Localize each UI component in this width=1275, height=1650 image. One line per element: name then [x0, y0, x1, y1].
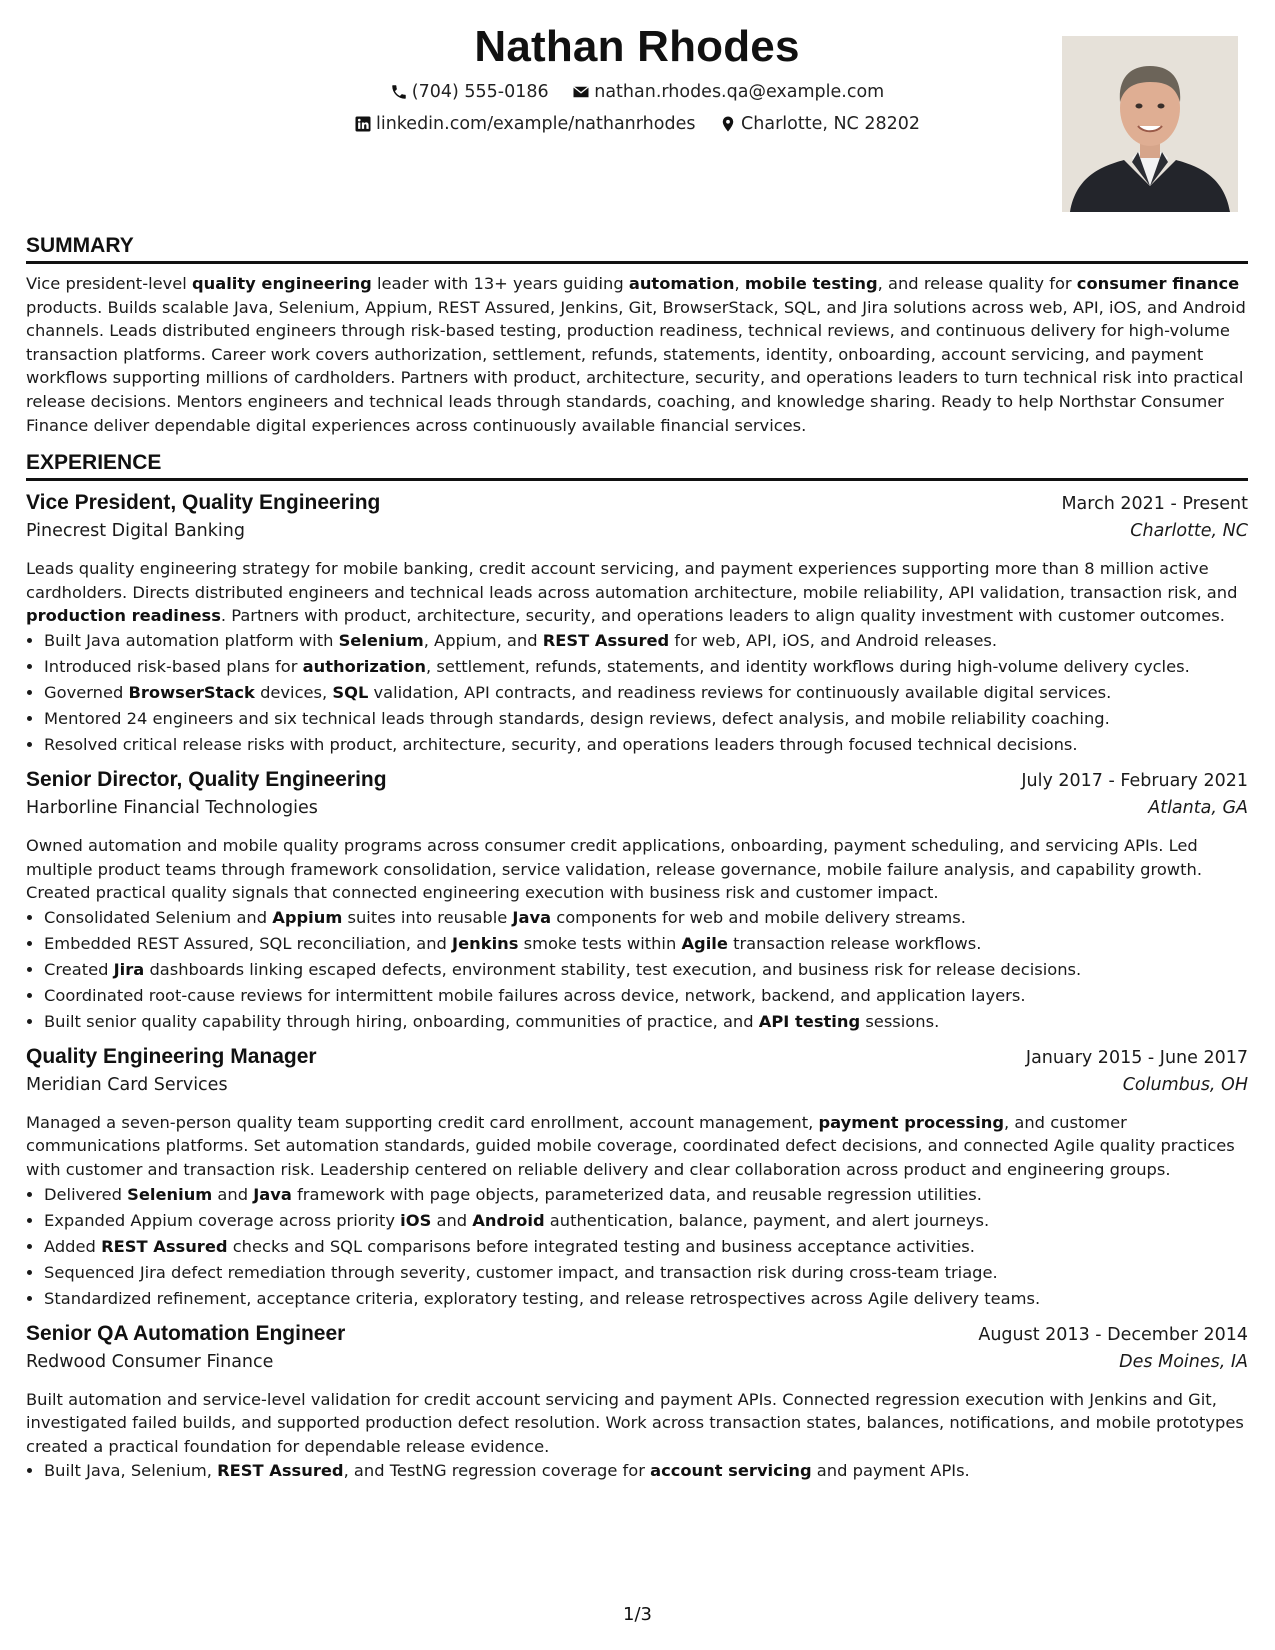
job-entry: [26, 768, 1248, 1035]
job-bullet: • Embedded REST Assured, SQL reconciliation, and Jenkins smoke tests within Agile transaction release workflows.: [44, 931, 1248, 957]
job-bullet: • Resolved critical release risks with product, architecture, security, and operations leaders through focused technical decisions.: [44, 732, 1248, 758]
contact-location: [719, 108, 920, 140]
job-company: Meridian Card Services: [26, 1074, 228, 1095]
job-bullet: • Built senior quality capability through hiring, onboarding, communities of practice, and API testing sessions.: [44, 1009, 1248, 1035]
job-subheader: [26, 521, 1248, 551]
summary-heading: SUMMARY: [26, 234, 1248, 264]
job-bullets: [26, 1458, 1248, 1484]
job-description: Leads quality engineering strategy for mobile banking, credit account servicing, and payment experiences supporting more than 8 million active cardholders. Directs distributed engineers and technical leads across automation architecture, mobile reliability, API validation, transaction risk, and production readiness. Partners with product, architecture, security, and operations leaders to align quality investment with customer outcomes.: [26, 559, 1238, 626]
job-bullets: [26, 1182, 1248, 1312]
job-bullets: [26, 628, 1248, 758]
linkedin-text[interactable]: linkedin.com/example/nathanrhodes: [375, 114, 696, 134]
envelope-icon: [572, 83, 590, 101]
job-dates: March 2021 - Present: [1061, 494, 1248, 515]
job-company: Pinecrest Digital Banking: [26, 521, 245, 542]
job-description: Built automation and service-level validation for credit account servicing and payment APIs. Connected regression execution with Jenkins and Git, investigated failed builds, and supported production defect resolution. Work across transaction states, balances, notifications, and mobile prototypes created a practical foundation for dependable release evidence.: [26, 1389, 1244, 1456]
resume-header: [26, 22, 1248, 222]
job-bullet: • Introduced risk-based plans for authorization, settlement, refunds, statements, and identity workflows during high-volume delivery cycles.: [44, 654, 1248, 680]
job-location: Charlotte, NC: [1130, 521, 1248, 542]
job-bullet: • Added REST Assured checks and SQL comparisons before integrated testing and business acceptance activities.: [44, 1234, 1248, 1260]
job-header: [26, 1322, 1248, 1352]
job-bullets: [26, 905, 1248, 1035]
resume-page: [26, 18, 1248, 1484]
job-header: [26, 491, 1248, 521]
candidate-name: Nathan Rhodes: [474, 22, 800, 71]
job-bullet: • Expanded Appium coverage across priority iOS and Android authentication, balance, payment, and alert journeys.: [44, 1208, 1248, 1234]
job-location: Des Moines, IA: [1119, 1351, 1248, 1372]
experience-list: [26, 491, 1248, 1484]
job-bullet: • Built Java, Selenium, REST Assured, and TestNG regression coverage for account servicing and payment APIs.: [44, 1458, 1248, 1484]
contact-phone: [390, 76, 549, 108]
job-bullet: • Governed BrowserStack devices, SQL validation, API contracts, and readiness reviews for continuously available digital services.: [44, 680, 1248, 706]
contact-email[interactable]: [572, 76, 884, 108]
job-entry: [26, 1322, 1248, 1485]
job-header: [26, 1045, 1248, 1075]
location-text: Charlotte, NC 28202: [741, 114, 921, 134]
job-bullet: • Consolidated Selenium and Appium suites into reusable Java components for web and mobile delivery streams.: [44, 905, 1248, 931]
job-description: Managed a seven-person quality team supporting credit card enrollment, account management, payment processing, and customer communications platforms. Set automation standards, guided mobile coverage, coordinated defect decisions, and connected Agile quality practices with customer and transaction risk. Leadership centered on reliable delivery and clear collaboration across product and engineering groups.: [26, 1112, 1235, 1179]
job-bullet: • Coordinated root-cause reviews for intermittent mobile failures across device, network, backend, and application layers.: [44, 983, 1248, 1009]
job-dates: July 2017 - February 2021: [1021, 770, 1248, 791]
job-dates: August 2013 - December 2014: [978, 1324, 1248, 1345]
job-subheader: [26, 1075, 1248, 1105]
map-pin-icon: [719, 115, 737, 133]
job-entry: [26, 491, 1248, 758]
job-location: Atlanta, GA: [1148, 797, 1248, 818]
job-entry: [26, 1045, 1248, 1312]
job-bullet: • Delivered Selenium and Java framework with page objects, parameterized data, and reusable regression utilities.: [44, 1182, 1248, 1208]
job-title: Senior Director, Quality Engineering: [26, 767, 387, 791]
job-bullet: • Mentored 24 engineers and six technical leads through standards, design reviews, defect analysis, and mobile reliability coaching.: [44, 706, 1248, 732]
portrait-illustration: [1062, 36, 1238, 212]
phone-icon: [390, 83, 408, 101]
summary-text: Vice president-level quality engineering leader with 13+ years guiding automation, mobile testing, and release quality for consumer finance products. Builds scalable Java, Selenium, Appium, REST Assured, Jenkins, Git, BrowserStack, SQL, and Jira solutions across web, API, iOS, and Android channels. Leads distributed engineers through risk-based testing, production readiness, technical reviews, and continuous delivery for high-volume transaction platforms. Career work covers authorization, settlement, refunds, statements, identity, onboarding, account servicing, and payment workflows supporting millions of cardholders. Partners with product, architecture, security, and operations leaders to turn technical risk into practical release decisions. Mentors engineers and technical leads through standards, coaching, and knowledge sharing. Ready to help Northstar Consumer Finance deliver dependable digital experiences across continuously available financial services.: [26, 274, 1246, 435]
contact-linkedin[interactable]: [354, 108, 695, 140]
job-bullet: • Built Java automation platform with Selenium, Appium, and REST Assured for web, API, iOS, and Android releases.: [44, 628, 1248, 654]
job-title: Quality Engineering Manager: [26, 1044, 317, 1068]
profile-photo: [1062, 36, 1238, 212]
job-title: Senior QA Automation Engineer: [26, 1321, 346, 1345]
job-title: Vice President, Quality Engineering: [26, 491, 381, 515]
job-dates: January 2015 - June 2017: [1025, 1047, 1248, 1068]
job-company: Harborline Financial Technologies: [26, 797, 318, 818]
experience-heading: EXPERIENCE: [26, 451, 1248, 481]
job-company: Redwood Consumer Finance: [26, 1351, 274, 1372]
job-location: Columbus, OH: [1122, 1074, 1248, 1095]
phone-text: (704) 555-0186: [411, 82, 549, 102]
job-description: Owned automation and mobile quality programs across consumer credit applications, onboarding, payment scheduling, and servicing APIs. Led multiple product teams through framework consolidation, service validation, release governance, mobile failure analysis, and capability growth. Created practical quality signals that connected engineering execution with business risk and customer impact.: [26, 835, 1203, 903]
job-bullet: • Created Jira dashboards linking escaped defects, environment stability, test execution, and business risk for release decisions.: [44, 957, 1248, 983]
job-bullet: • Standardized refinement, acceptance criteria, exploratory testing, and release retrospectives across Agile delivery teams.: [44, 1286, 1248, 1312]
email-text[interactable]: nathan.rhodes.qa@example.com: [594, 82, 885, 102]
linkedin-icon: [354, 115, 372, 133]
job-bullet: • Sequenced Jira defect remediation through severity, customer impact, and transaction risk during cross-team triage.: [44, 1260, 1248, 1286]
page-number: 1/3: [623, 1604, 652, 1625]
job-subheader: [26, 1352, 1248, 1382]
job-header: [26, 768, 1248, 798]
job-subheader: [26, 798, 1248, 828]
